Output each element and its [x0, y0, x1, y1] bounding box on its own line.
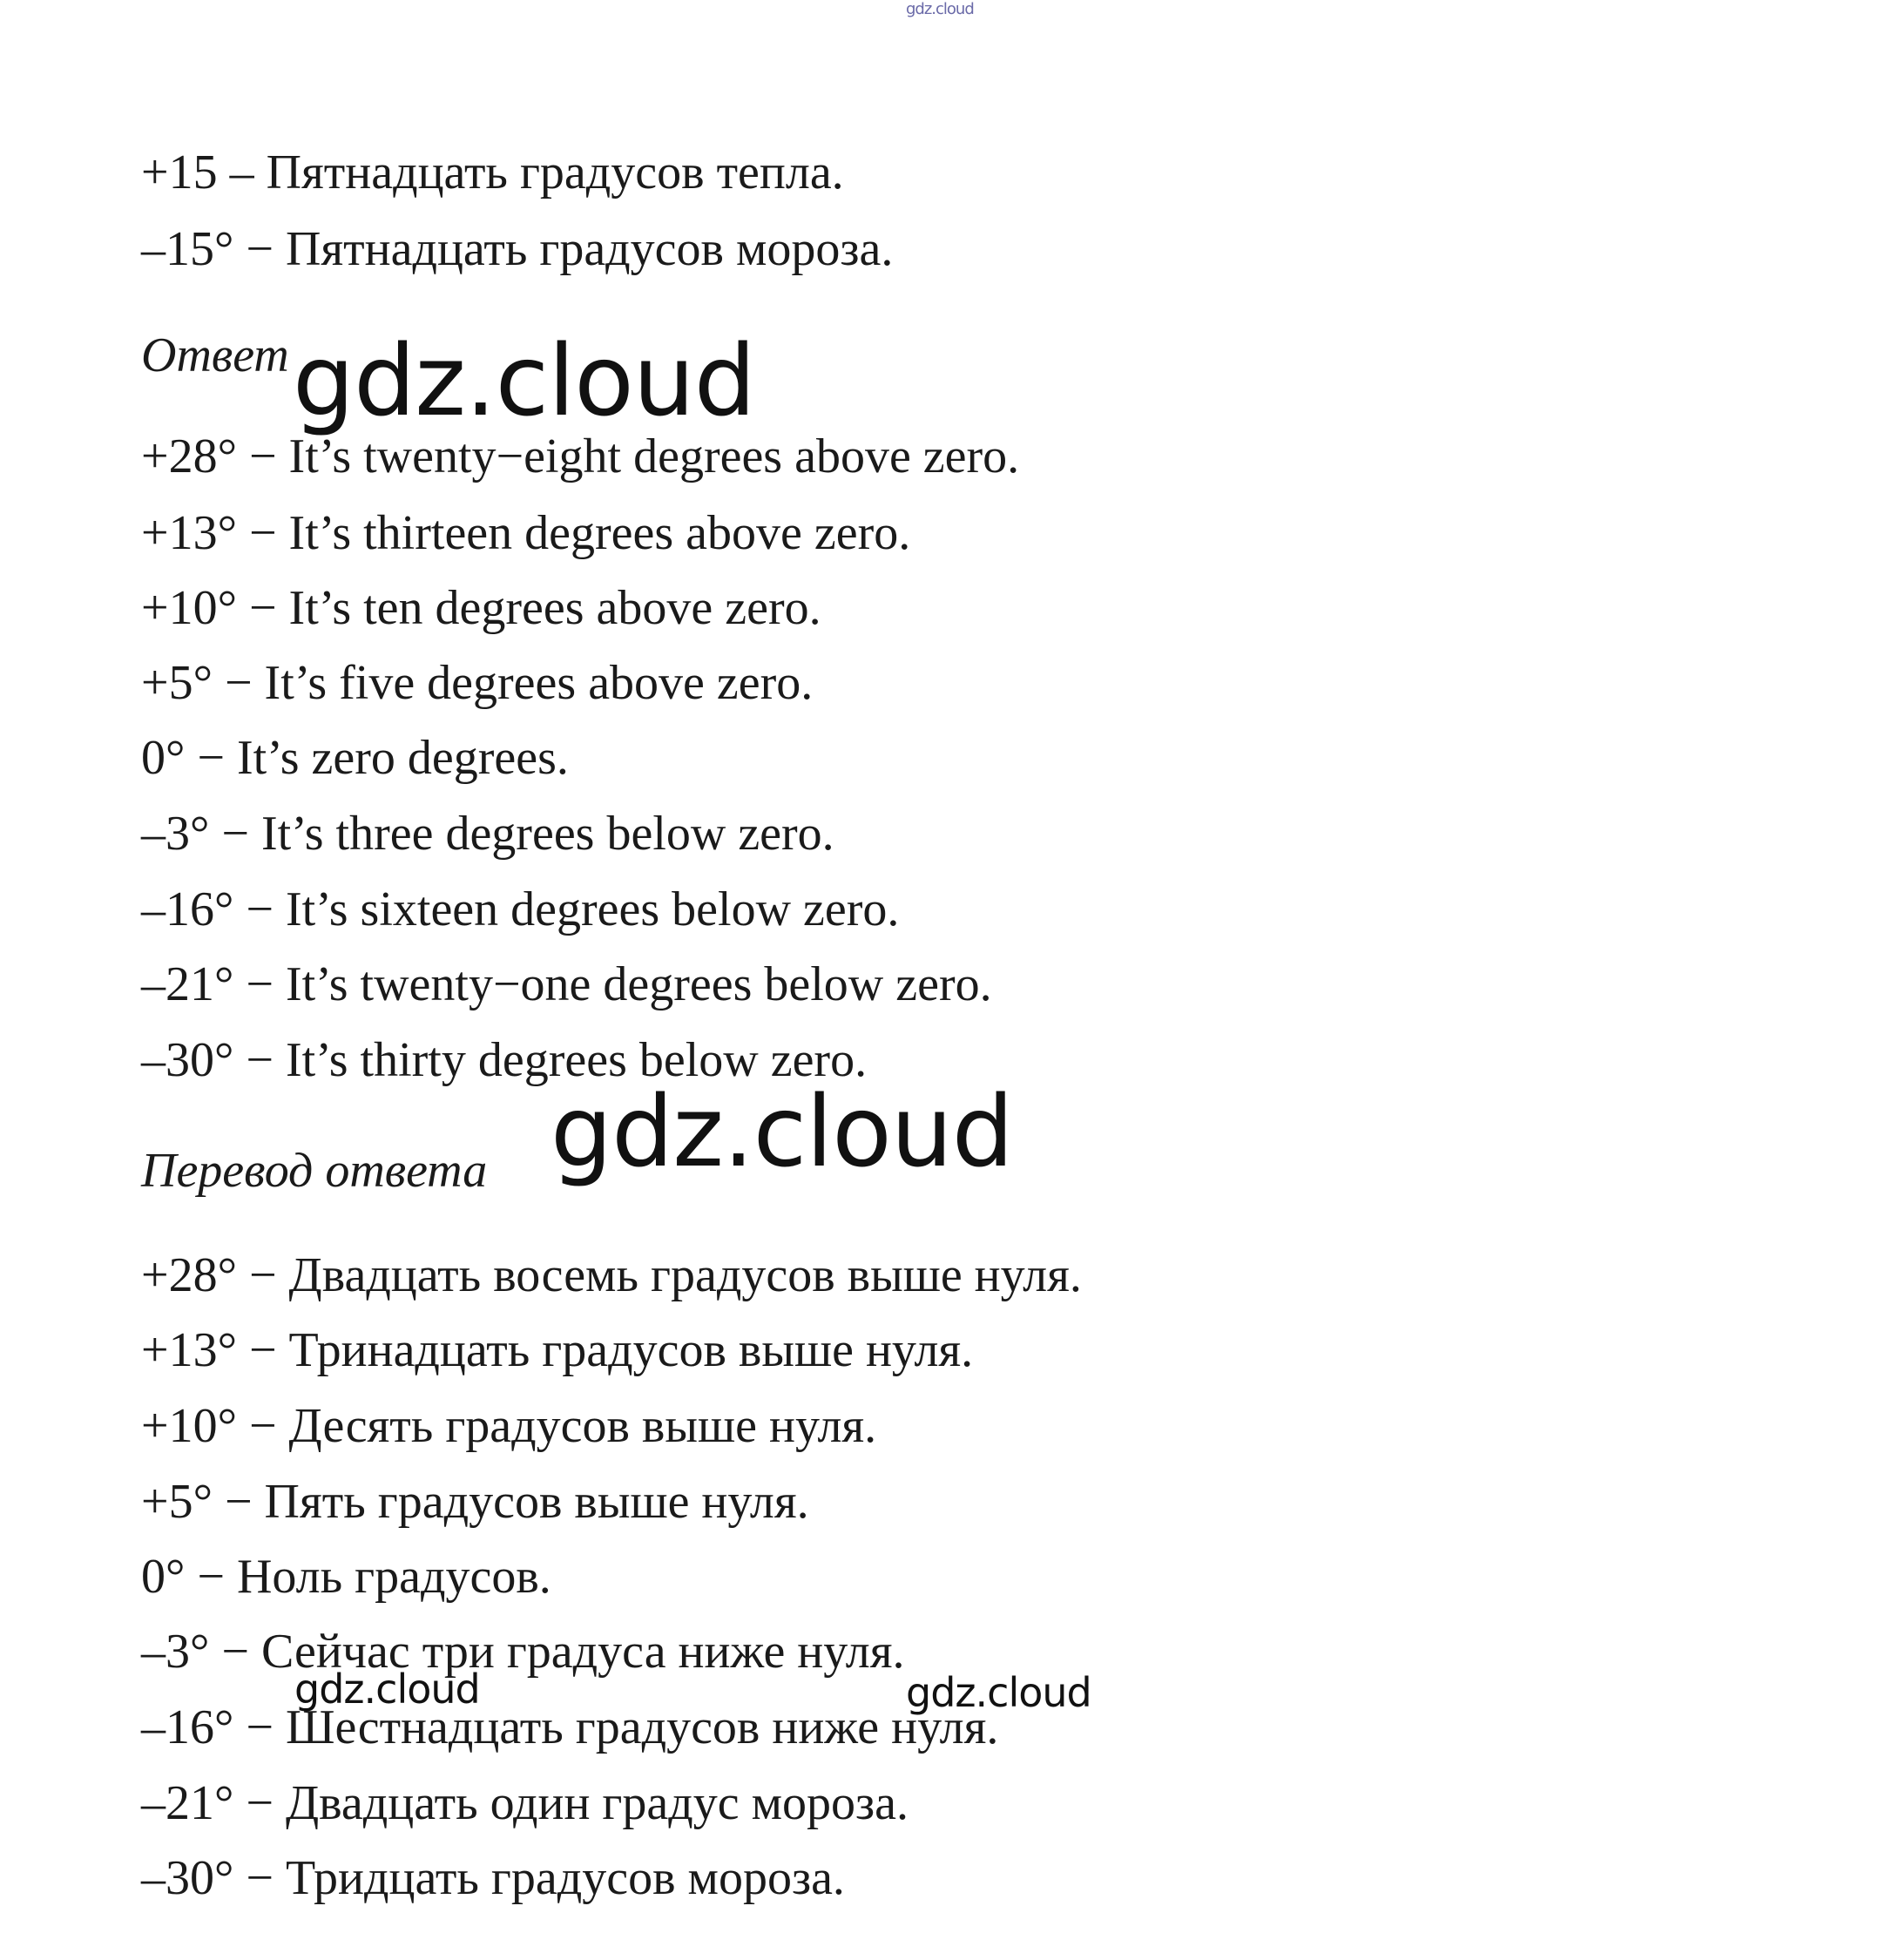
translation-line-2: +13° − Тринадцать градусов выше нуля. [141, 1323, 974, 1377]
answer-line-8: –21° − It’s twenty−one degrees below zero. [141, 957, 992, 1011]
watermark-logo-1: gdz.cloud [293, 325, 755, 438]
watermark-logo-2: gdz.cloud [551, 1076, 1013, 1189]
translation-heading: Перевод ответа [141, 1144, 488, 1198]
translation-line-4: +5° − Пять градусов выше нуля. [141, 1475, 809, 1529]
intro-line-1: +15 – Пятнадцать градусов тепла. [141, 145, 844, 199]
translation-line-5: 0° − Ноль градусов. [141, 1550, 551, 1604]
translation-line-7: –16° − Шестнадцать градусов ниже нуля. [141, 1700, 999, 1754]
translation-line-6: –3° − Сейчас три градуса ниже нуля. [141, 1625, 905, 1679]
answer-line-6: –3° − It’s three degrees below zero. [141, 807, 834, 861]
intro-line-2: –15° − Пятнадцать градусов мороза. [141, 222, 894, 276]
answer-line-5: 0° − It’s zero degrees. [141, 731, 569, 785]
answer-line-9: –30° − It’s thirty degrees below zero. [141, 1033, 868, 1087]
translation-line-8: –21° − Двадцать один градус мороза. [141, 1776, 909, 1830]
answer-heading: Ответ [141, 328, 289, 382]
answer-line-7: –16° − It’s sixteen degrees below zero. [141, 882, 900, 936]
answer-line-3: +10° − It’s ten degrees above zero. [141, 581, 821, 635]
answer-line-2: +13° − It’s thirteen degrees above zero. [141, 506, 911, 560]
translation-line-3: +10° − Десять градусов выше нуля. [141, 1399, 877, 1453]
translation-line-1: +28° − Двадцать восемь градусов выше нуля. [141, 1248, 1082, 1302]
answer-line-1: +28° − It’s twenty−eight degrees above zero. [141, 429, 1020, 483]
translation-line-9: –30° − Тридцать градусов мороза. [141, 1851, 845, 1905]
watermark-logo-4: gdz.cloud [906, 1669, 1091, 1716]
watermark-logo-3: gdz.cloud [294, 1666, 480, 1713]
top-watermark: gdz.cloud [906, 0, 974, 18]
answer-line-4: +5° − It’s five degrees above zero. [141, 656, 814, 710]
